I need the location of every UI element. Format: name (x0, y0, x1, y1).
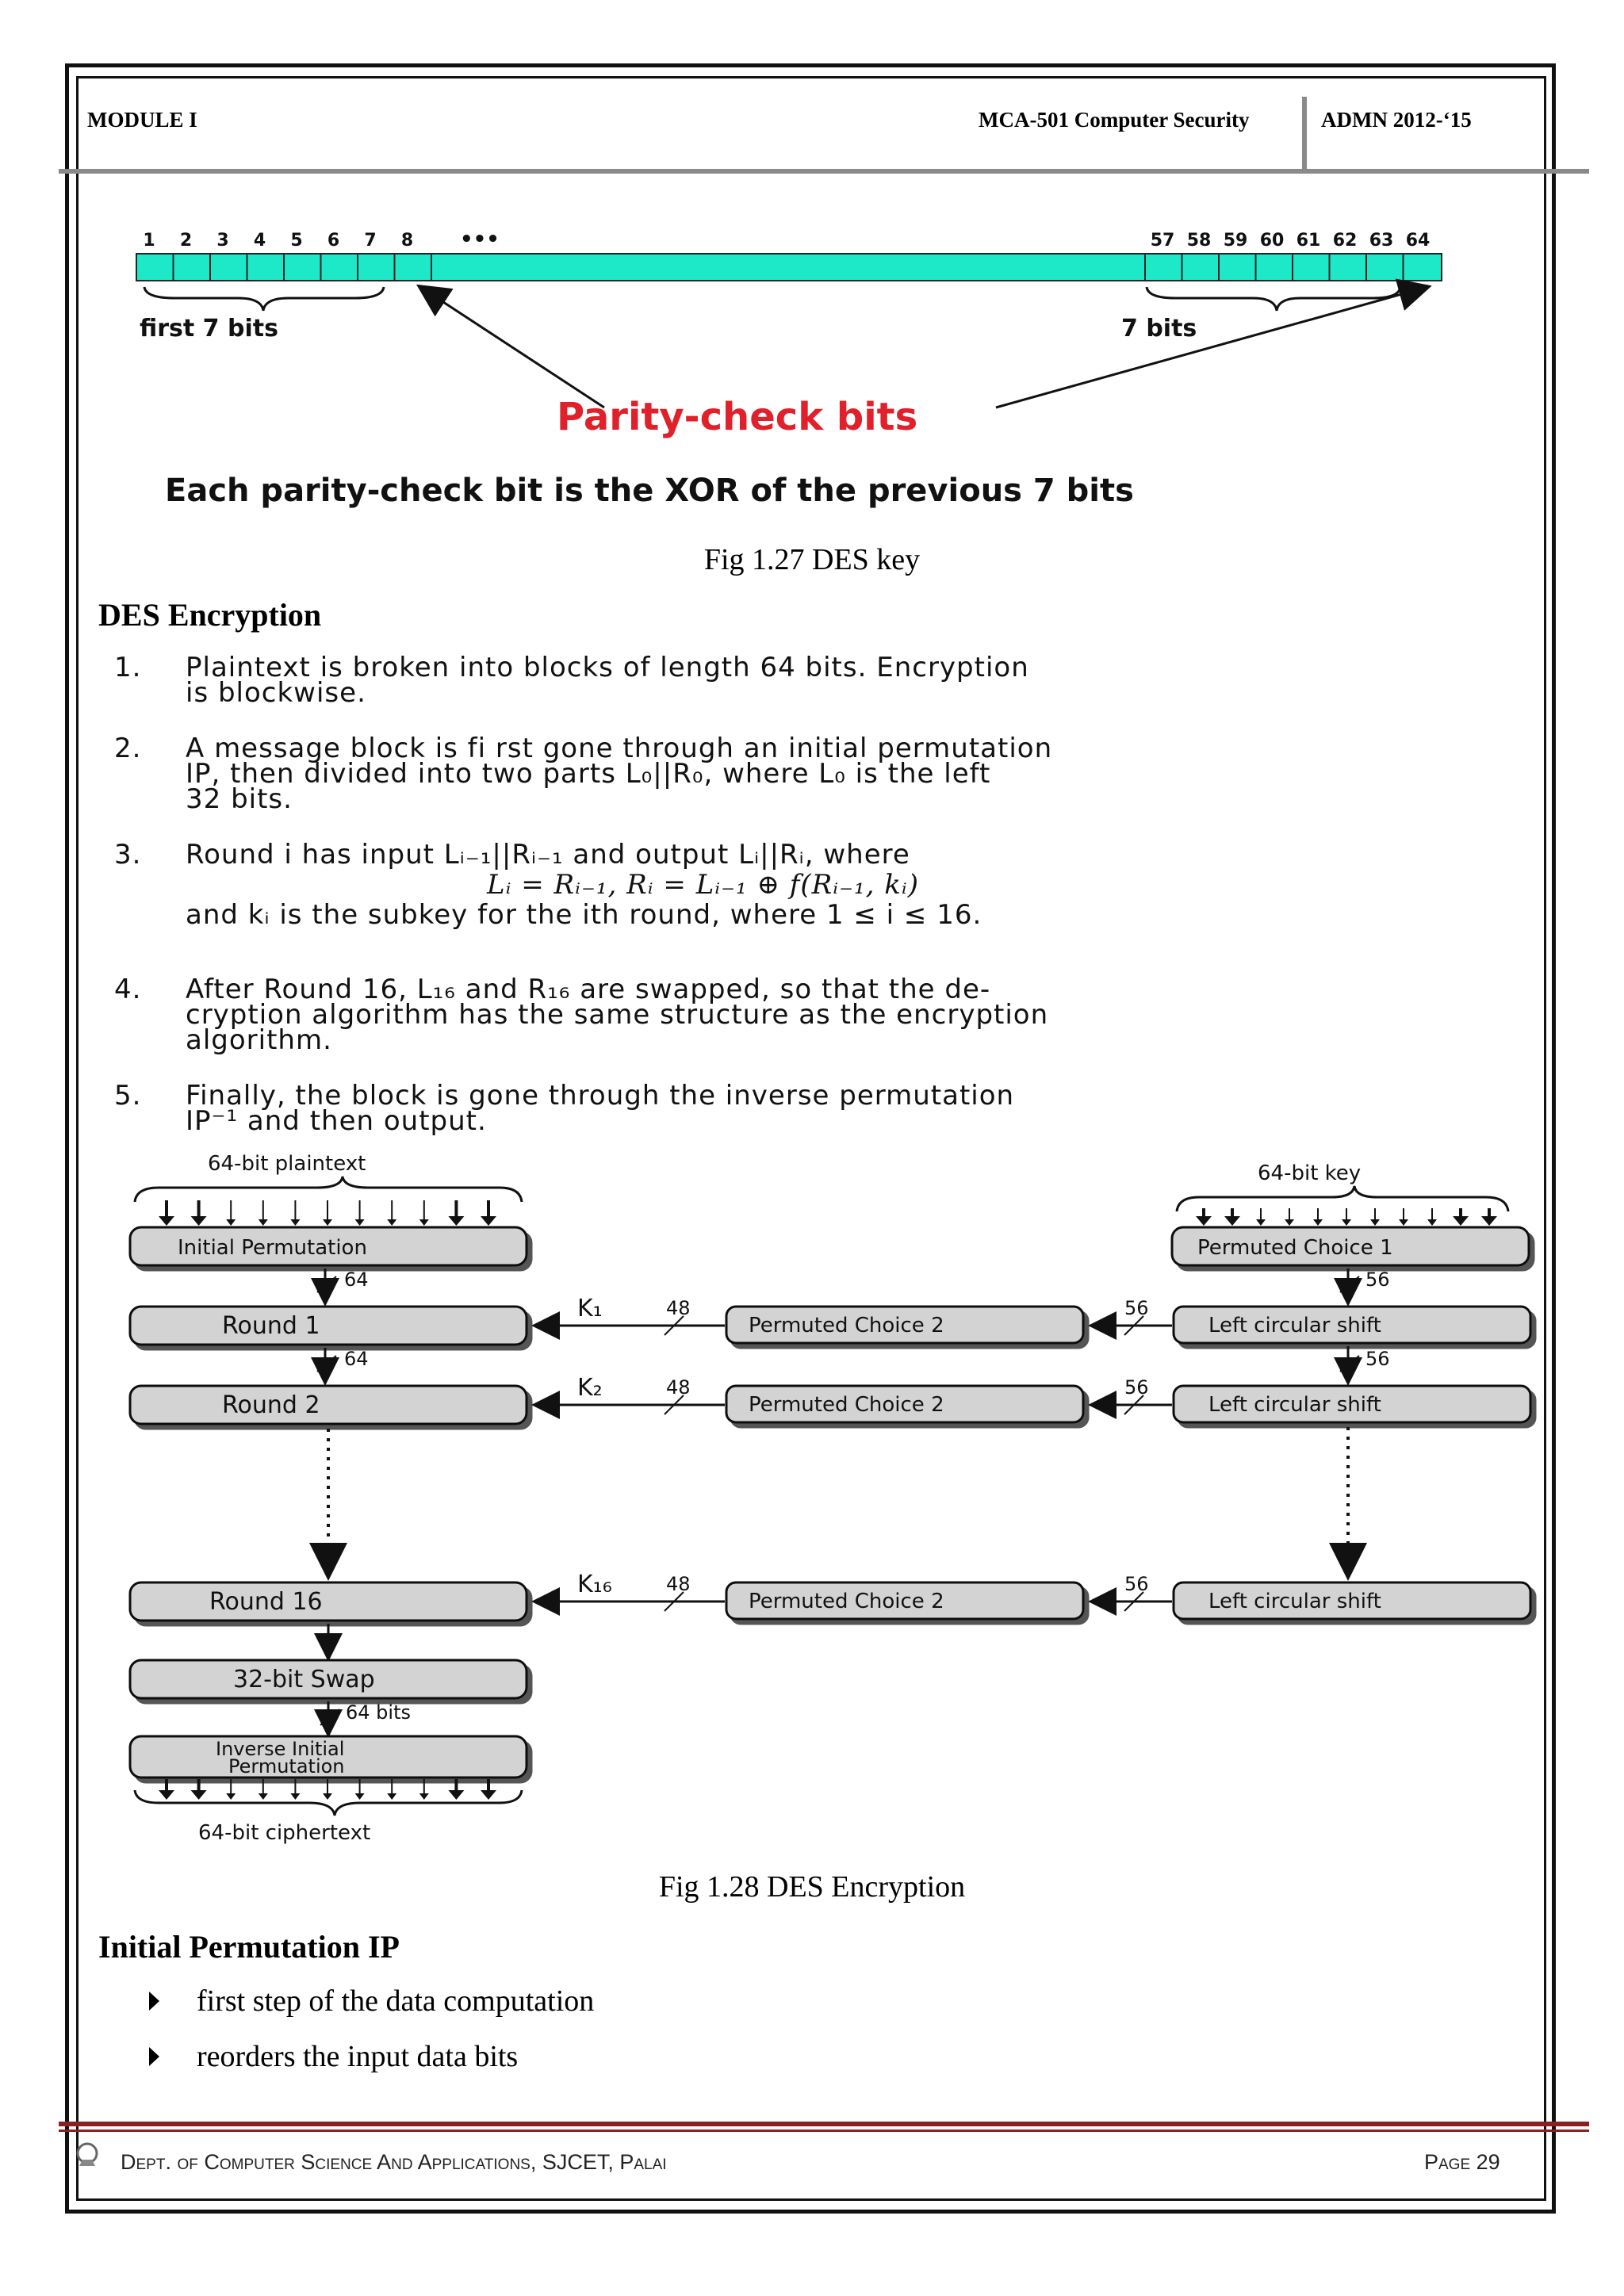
list-item-line: Finally, the block is gone through the inverse permutation (186, 1080, 1015, 1112)
bullet-text: first step of the data computation (197, 1984, 595, 2018)
footer-rule-thin (59, 2130, 1589, 2132)
list-item-line: A message block is fi rst gone through an initial permutation (186, 733, 1053, 764)
input-bit-arrowhead (191, 1790, 207, 1800)
fig-1-27-caption: Fig 1.27 DES key (703, 543, 921, 576)
bit-label: 1 (143, 231, 155, 251)
input-bit-arrowhead (1224, 1216, 1240, 1226)
input-bit-arrowhead (355, 1793, 365, 1800)
width-label-56: 56 (1124, 1376, 1149, 1399)
plaintext-brace (135, 1177, 522, 1202)
list-item-line: Round i has input Lᵢ₋₁||Rᵢ₋₁ and output Lᵢ||Rᵢ, where (186, 839, 910, 871)
last-bits-label: 7 bits (1121, 315, 1197, 342)
bit-label: 58 (1186, 231, 1212, 251)
bit-label: 8 (400, 231, 414, 251)
bullet-arrow-icon (149, 1992, 159, 2011)
width-label-64: 64 (344, 1348, 369, 1370)
parity-check-label: Parity-check bits (557, 395, 918, 439)
k1-label: K₁ (577, 1295, 603, 1322)
footer-department: Dept. of Computer Science And Applications, SJCET, Palai (121, 2150, 667, 2174)
input-bit-arrowhead (419, 1219, 429, 1226)
input-bit-arrowhead (1196, 1216, 1212, 1226)
width-label-64: 64 (344, 1269, 369, 1291)
width-label-56: 56 (1365, 1269, 1390, 1291)
input-bit-arrowhead (159, 1216, 174, 1226)
list-item-line: is blockwise. (186, 677, 366, 709)
input-bit-arrowhead (159, 1790, 174, 1800)
width-slash (1340, 1356, 1359, 1372)
left-circular-shift-label: Left circular shift (1208, 1314, 1381, 1337)
width-slash (320, 1709, 339, 1725)
input-bit-arrowhead (1370, 1219, 1380, 1226)
bit-label: 3 (216, 231, 229, 251)
k16-label: K₁₆ (577, 1571, 612, 1598)
input-bit-arrowhead (323, 1793, 332, 1800)
header-course: MCA-501 Computer Security (979, 108, 1250, 132)
round-16-label: Round 16 (209, 1588, 323, 1616)
plaintext-input-arrows (159, 1200, 496, 1226)
plaintext-label: 64-bit plaintext (208, 1152, 366, 1176)
bit-label: 61 (1296, 231, 1321, 251)
input-bit-arrowhead (387, 1219, 396, 1226)
width-label-56: 56 (1124, 1297, 1149, 1319)
left-circular-shift-label: Left circular shift (1208, 1393, 1381, 1417)
k2-label: K₂ (577, 1374, 603, 1402)
bit-label: 62 (1332, 231, 1358, 251)
input-bit-arrowhead (290, 1219, 300, 1226)
inverse-ip-label-line2: Permutation (228, 1755, 345, 1777)
bit-label: 4 (253, 231, 266, 251)
ciphertext-output-arrows (159, 1779, 496, 1800)
footer-page-number: Page 29 (1424, 2150, 1500, 2174)
list-item-number: 5. (114, 1080, 142, 1112)
list-item-number: 1. (114, 652, 142, 683)
footer-rule (59, 2122, 1589, 2126)
bit-label: 6 (327, 231, 340, 251)
list-item-line: Plaintext is broken into blocks of length 64 bits. Encryption (186, 652, 1029, 683)
list-item-line: cryption algorithm has the same structure as the encryption (186, 999, 1049, 1031)
permuted-choice-2-label: Permuted Choice 2 (749, 1393, 944, 1417)
input-bit-arrowhead (1313, 1219, 1323, 1226)
width-label-64-bits: 64 bits (346, 1701, 411, 1724)
list-item-line: IP, then divided into two parts L₀||R₀, where L₀ is the left (186, 758, 991, 790)
input-bit-arrowhead (290, 1793, 300, 1800)
round-2-box (130, 1386, 527, 1424)
bit-label: 59 (1223, 231, 1248, 251)
input-bit-arrowhead (1256, 1219, 1266, 1226)
input-bit-arrowhead (448, 1790, 464, 1800)
input-bit-arrowhead (1481, 1216, 1497, 1226)
bit-label: 60 (1259, 231, 1285, 251)
list-item-number: 2. (114, 733, 142, 764)
left-circular-shift-label: Left circular shift (1208, 1590, 1381, 1613)
input-bit-arrowhead (226, 1219, 236, 1226)
des-encryption-heading: DES Encryption (98, 597, 322, 633)
first-bits-label: first 7 bits (140, 315, 278, 342)
round-1-label: Round 1 (222, 1312, 320, 1340)
permuted-choice-2-label: Permuted Choice 2 (749, 1590, 944, 1613)
college-logo-icon (71, 2139, 103, 2171)
bullet-text: reorders the input data bits (197, 2040, 519, 2073)
bullet-arrow-icon (149, 2047, 159, 2066)
list-item-number: 4. (114, 974, 142, 1005)
input-bit-arrowhead (387, 1793, 396, 1800)
round-equation: Lᵢ = Rᵢ₋₁, Rᵢ = Lᵢ₋₁ ⊕ f(Rᵢ₋₁, kᵢ) (487, 869, 919, 901)
key-brace (1177, 1186, 1508, 1211)
list-item-line: After Round 16, L₁₆ and R₁₆ are swapped, so that the de- (186, 974, 991, 1005)
key-label: 64-bit key (1258, 1161, 1362, 1185)
input-bit-arrowhead (259, 1793, 268, 1800)
list-item-number: 3. (114, 839, 142, 871)
bit-label: 63 (1369, 231, 1394, 251)
input-bit-arrowhead (191, 1216, 207, 1226)
list-item-line: IP⁻¹ and then output. (186, 1105, 487, 1137)
input-bit-arrowhead (323, 1219, 332, 1226)
input-bit-arrowhead (259, 1219, 268, 1226)
input-bit-arrowhead (1285, 1219, 1294, 1226)
width-label-56: 56 (1124, 1573, 1149, 1595)
bit-label: 5 (290, 231, 303, 251)
list-item-line: algorithm. (186, 1024, 332, 1056)
width-label-56: 56 (1365, 1348, 1390, 1370)
fig-1-28-caption: Fig 1.28 DES Encryption (658, 1870, 966, 1904)
width-slash (317, 1356, 336, 1372)
round-2-label: Round 2 (222, 1391, 320, 1419)
input-bit-arrowhead (1399, 1219, 1408, 1226)
header-admn: ADMN 2012-‘15 (1321, 108, 1472, 132)
input-bit-arrowhead (419, 1793, 429, 1800)
swap-label: 32-bit Swap (233, 1666, 375, 1693)
width-slash (1340, 1276, 1359, 1292)
initial-permutation-label: Initial Permutation (178, 1236, 367, 1260)
input-bit-arrowhead (226, 1793, 236, 1800)
input-bit-arrowhead (1427, 1219, 1437, 1226)
round-1-box (130, 1307, 527, 1345)
bit-label: 2 (179, 231, 193, 251)
inverse-ip-label-line1: Inverse Initial (216, 1738, 345, 1760)
list-item-line: and kᵢ is the subkey for the ith round, where 1 ≤ i ≤ 16. (186, 899, 982, 931)
input-bit-arrowhead (448, 1216, 464, 1226)
width-label-48: 48 (666, 1573, 691, 1595)
key-input-arrows (1196, 1208, 1497, 1226)
round-16-box (130, 1582, 527, 1621)
header-module: MODULE I (87, 108, 197, 132)
bit-ellipsis: ••• (460, 228, 500, 251)
bit-label: 7 (364, 231, 377, 251)
list-item-line: 32 bits. (186, 783, 293, 815)
input-bit-arrowhead (481, 1790, 496, 1800)
initial-permutation-heading: Initial Permutation IP (98, 1929, 400, 1965)
input-bit-arrowhead (481, 1216, 496, 1226)
input-bit-arrowhead (355, 1219, 365, 1226)
input-bit-arrowhead (1342, 1219, 1351, 1226)
bit-label: 64 (1405, 231, 1431, 251)
ciphertext-label: 64-bit ciphertext (198, 1821, 371, 1845)
width-slash (317, 1276, 336, 1292)
parity-note: Each parity-check bit is the XOR of the previous 7 bits (165, 473, 1134, 509)
width-label-48: 48 (666, 1297, 691, 1319)
input-bit-arrowhead (1453, 1216, 1469, 1226)
bit-label: 57 (1150, 231, 1175, 251)
width-label-48: 48 (666, 1376, 691, 1399)
permuted-choice-1-label: Permuted Choice 1 (1197, 1236, 1393, 1260)
permuted-choice-2-label: Permuted Choice 2 (749, 1314, 944, 1337)
